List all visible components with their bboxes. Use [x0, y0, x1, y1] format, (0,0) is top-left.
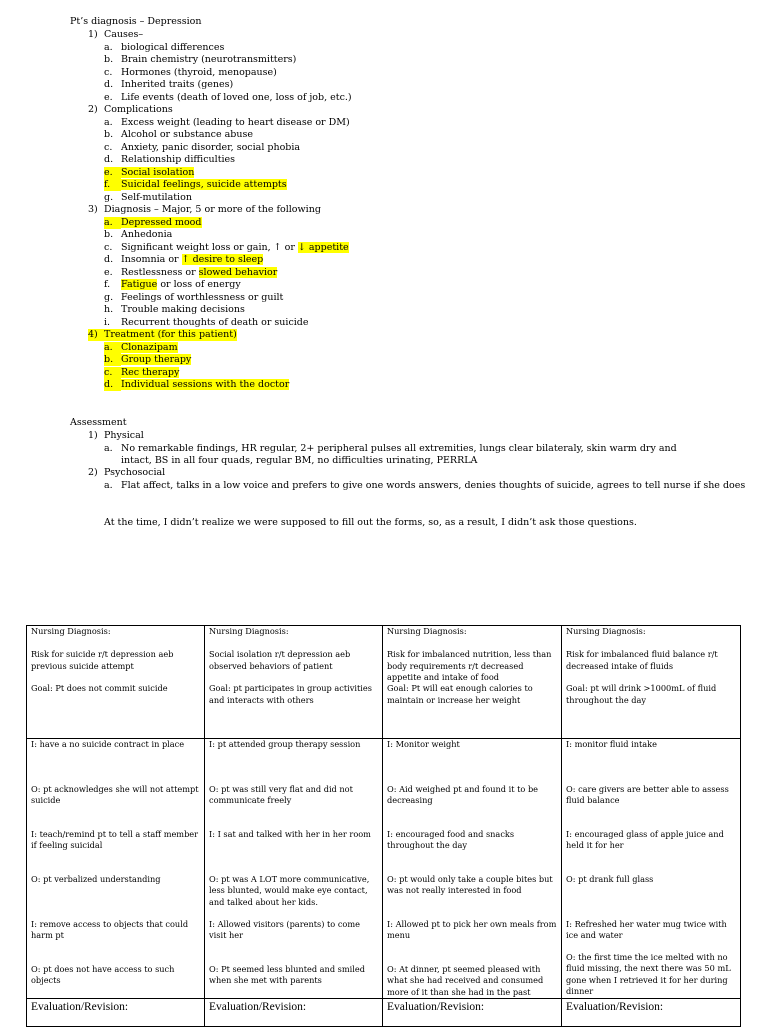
intervention-text: I: encouraged glass of apple juice and held it for her	[566, 829, 724, 851]
diagnosis-cell	[383, 626, 562, 739]
cell-header: Nursing Diagnosis:	[31, 626, 111, 636]
list-item: d. Insomnia or ↑ desire to sleep	[104, 254, 264, 265]
cell-header: Nursing Diagnosis:	[209, 626, 289, 636]
evaluation-label: Evaluation/Revision:	[31, 1001, 129, 1014]
assessment-physical-text: a. No remarkable findings, HR regular, 2+ peripheral pulses all extremities, lungs clear bilateraly, skin warm dry and intact, BS in all four quads, regular BM, no difficulties urinating, PERRLA	[104, 442, 677, 466]
section-treatment-heading: 4) Treatment (for this patient)	[88, 329, 237, 340]
evaluation-label: Evaluation/Revision:	[566, 1001, 664, 1014]
list-item: c. Significant weight loss or gain, ↑ or ↓ appetite	[104, 241, 349, 253]
goal-text: Goal: pt participates in group activities and interacts with others	[209, 683, 372, 705]
highlighted-text: Fatigue	[121, 279, 158, 290]
list-item: b. Brain chemistry (neurotransmitters)	[104, 54, 297, 65]
assessment-psychosocial-heading: 2) Psychosocial	[88, 467, 166, 478]
intervention-text: I: I sat and talked with her in her room	[209, 829, 371, 839]
intervention-text: I: Monitor weight	[387, 739, 460, 749]
list-item: e. Restlessness or slowed behavior	[104, 266, 278, 278]
outcome-text: O: At dinner, pt seemed pleased with what she had received and consumed more of it than she had in the past	[387, 964, 544, 997]
list-item: f. Fatigue or loss of energy	[104, 279, 241, 290]
interventions-cell	[27, 739, 205, 999]
highlighted-text: ↑ desire to sleep	[181, 254, 264, 265]
intervention-text: I: remove access to objects that could harm pt	[31, 919, 189, 941]
interventions-cell	[205, 739, 383, 999]
evaluation-label: Evaluation/Revision:	[209, 1001, 307, 1014]
intervention-text: I: Allowed pt to pick her own meals from menu	[387, 919, 557, 941]
outcome-text: O: pt was still very flat and did not communicate freely	[209, 784, 353, 806]
list-item: b. Anhedonia	[104, 229, 173, 240]
evaluation-cell	[383, 999, 562, 1027]
list-item-highlighted: a. Clonazipam	[104, 341, 178, 353]
section-complications-heading: 2) Complications	[88, 104, 173, 115]
list-item: b. Alcohol or substance abuse	[104, 129, 253, 140]
section-causes-heading: 1) Causes–	[88, 29, 144, 40]
evaluation-cell	[205, 999, 383, 1027]
list-item: e. Life events (death of loved one, loss of job, etc.)	[104, 91, 352, 103]
list-item-highlighted: a. Depressed mood	[104, 216, 202, 228]
list-item-highlighted: b. Group therapy	[104, 354, 192, 365]
diagnosis-text: Risk for imbalanced nutrition, less than body requirements r/t decreased appetite and intake of food	[387, 649, 552, 683]
cell-header: Nursing Diagnosis:	[566, 626, 646, 636]
list-item: g. Self-mutilation	[104, 191, 192, 203]
list-item: c. Hormones (thyroid, menopause)	[104, 66, 277, 78]
list-item: d. Inherited traits (genes)	[104, 79, 234, 90]
diagnosis-cell	[27, 626, 205, 739]
list-item: a. Excess weight (leading to heart disease or DM)	[104, 116, 350, 128]
goal-text: Goal: pt will drink >1000mL of fluid throughout the day	[566, 683, 717, 705]
outcome-text: O: pt was A LOT more communicative, less blunted, would make eye contact, and talked about her kids.	[209, 874, 370, 907]
list-item: i. Recurrent thoughts of death or suicide	[104, 316, 309, 328]
outcome-text: O: pt acknowledges she will not attempt suicide	[31, 784, 199, 806]
diagnosis-text: Risk for imbalanced fluid balance r/t decreased intake of fluids	[566, 649, 718, 671]
assessment-psychosocial-text: a. Flat affect, talks in a low voice and prefers to give one words answers, denies thoughts of suicide, agrees to tell nurse if she does	[104, 479, 746, 491]
goal-text: Goal: Pt does not commit suicide	[31, 683, 168, 694]
evaluation-cell	[27, 999, 205, 1027]
diagnosis-text: Social isolation r/t depression aeb observed behaviors of patient	[209, 649, 351, 671]
cell-header: Nursing Diagnosis:	[387, 626, 467, 636]
assessment-heading: Assessment	[70, 417, 127, 428]
intervention-text: I: monitor fluid intake	[566, 739, 657, 749]
interventions-cell	[383, 739, 562, 999]
list-item-highlighted: d. Individual sessions with the doctor	[104, 379, 290, 390]
goal-text: Goal: Pt will eat enough calories to maintain or increase her weight	[387, 683, 533, 705]
section-diagnosis-heading: 3) Diagnosis – Major, 5 or more of the following	[88, 204, 321, 215]
list-item-highlighted: c. Rec therapy	[104, 366, 180, 378]
list-item: d. Relationship difficulties	[104, 154, 236, 165]
intervention-text: I: encouraged food and snacks throughout the day	[387, 829, 515, 851]
outcome-text: O: Pt seemed less blunted and smiled when she met with parents	[209, 964, 365, 986]
document-title: Pt’s diagnosis – Depression	[70, 16, 202, 27]
outcome-text: O: pt does not have access to such objects	[31, 964, 175, 986]
list-item: h. Trouble making decisions	[104, 304, 245, 315]
outcome-text: O: Aid weighed pt and found it to be decreasing	[387, 784, 539, 806]
list-item: c. Anxiety, panic disorder, social phobia	[104, 141, 301, 153]
list-item: g. Feelings of worthlessness or guilt	[104, 291, 284, 303]
table-row	[27, 739, 741, 999]
list-item-highlighted: f. Suicidal feelings, suicide attempts	[104, 179, 287, 190]
table-row	[27, 999, 741, 1027]
highlighted-text: slowed behavior	[198, 266, 278, 278]
highlighted-text: ↓ appetite	[297, 241, 349, 253]
care-plan-table	[26, 625, 741, 1027]
outcome-text: O: pt drank full glass	[566, 874, 654, 884]
evaluation-label: Evaluation/Revision:	[387, 1001, 485, 1014]
diagnosis-text: Risk for suicide r/t depression aeb previous suicide attempt	[31, 649, 174, 671]
intervention-text: I: Refreshed her water mug twice with ice and water	[566, 919, 727, 941]
outcome-text: O: care givers are better able to assess fluid balance	[566, 784, 729, 806]
intervention-text: I: teach/remind pt to tell a staff member if feeling suicidal	[31, 829, 199, 851]
diagnosis-cell	[205, 626, 383, 739]
intervention-text: I: have a no suicide contract in place	[31, 739, 185, 749]
interventions-cell	[562, 739, 741, 999]
evaluation-cell	[562, 999, 741, 1027]
note-paragraph: At the time, I didn’t realize we were supposed to fill out the forms, so, as a result, I didn’t ask those questions.	[104, 517, 637, 528]
assessment-physical-heading: 1) Physical	[88, 430, 144, 441]
intervention-text: I: pt attended group therapy session	[209, 739, 361, 749]
list-item-highlighted: e. Social isolation	[104, 166, 195, 178]
list-item: a. biological differences	[104, 41, 225, 53]
table-row	[27, 626, 741, 739]
outcome-text: O: the first time the ice melted with no fluid missing, the next there was 50 mL gone when I retrieved it for her during dinner	[566, 952, 731, 997]
outcome-text: O: pt would only take a couple bites but was not really interested in food	[387, 874, 553, 896]
diagnosis-cell	[562, 626, 741, 739]
outcome-text: O: pt verbalized understanding	[31, 874, 161, 884]
intervention-text: I: Allowed visitors (parents) to come visit her	[209, 919, 360, 941]
